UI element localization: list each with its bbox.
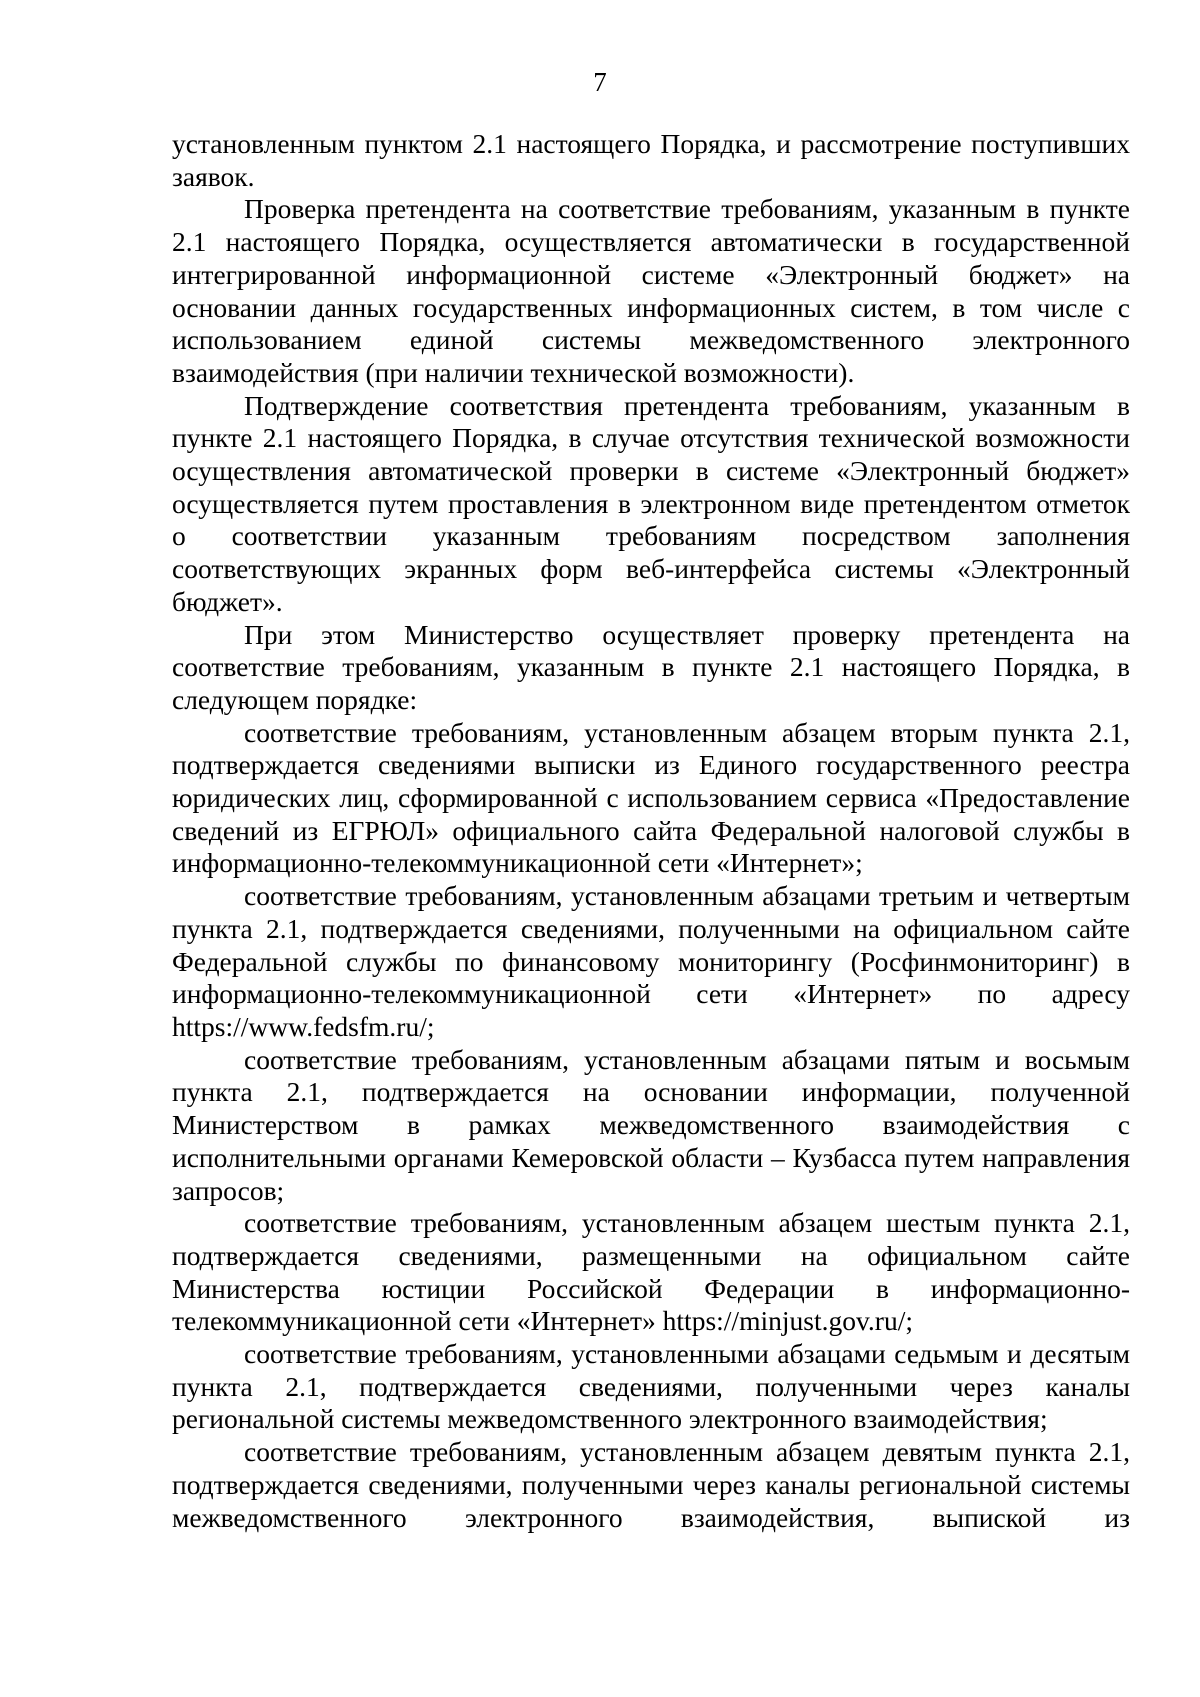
paragraph-compliance-confirmation: Подтверждение соответствия претендента требованиям, указанным в пункте 2.1 настоящего Порядка, в случае отсутствия технической возможности осуществления автоматической проверки в системе «Электронный бюджет» осуществляется путем проставления в электронном виде претендентом отметок о соответствии указанным требованиям посредством заполнения соответствующих экранных форм веб-интерфейса системы «Электронный бюджет». [172, 389, 1130, 617]
paragraph-interagency-check: соответствие требованиям, установленным абзацами пятым и восьмым пункта 2.1, подтверждается на основании информации, полученной Министерством в рамках межведомственного взаимодействия с исполнительными органами Кемеровской области – Кузбасса путем направления запросов; [172, 1043, 1130, 1206]
paragraph-applicant-check: Проверка претендента на соответствие требованиям, указанным в пункте 2.1 настоящего Порядка, осуществляется автоматически в государственной интегрированной информационной системе «Электронный бюджет» на основании данных государственных информационных систем, в том числе с использованием единой системы межведомственного электронного взаимодействия (при наличии технической возможности). [172, 193, 1130, 388]
page-number: 7 [593, 67, 607, 97]
paragraph-ministry-check: При этом Министерство осуществляет проверку претендента на соответствие требованиям, указанным в пункте 2.1 настоящего Порядка, в следующем порядке: [172, 618, 1130, 715]
paragraph-regional-system-check: соответствие требованиям, установленными абзацами седьмым и десятым пункта 2.1, подтверждается сведениями, полученными через каналы региональной системы межведомственного электронного взаимодействия; [172, 1338, 1130, 1435]
paragraph-ninth-clause-check: соответствие требованиям, установленным абзацем девятым пункта 2.1, подтверждается сведениями, полученными через каналы региональной системы межведомственного электронного взаимодействия, выпиской из [172, 1436, 1130, 1533]
paragraph-egrul-check: соответствие требованиям, установленным абзацем вторым пункта 2.1, подтверждается сведениями выписки из Единого государственного реестра юридических лиц, сформированной с использованием сервиса «Предоставление сведений из ЕГРЮЛ» официального сайта Федеральной налоговой службы в информационно-телекоммуникационной сети «Интернет»; [172, 716, 1130, 879]
paragraph-rosfinmonitoring-check: соответствие требованиям, установленным абзацами третьим и четвертым пункта 2.1, подтверждается сведениями, полученными на официальном сайте Федеральной службы по финансовому мониторингу (Росфинмониторинг) в информационно-телекоммуникационной сети «Интернет» по адресу https://www.fedsfm.ru/; [172, 880, 1130, 1042]
paragraph-minjust-check: соответствие требованиям, установленным абзацем шестым пункта 2.1, подтверждается сведениями, размещенными на официальном сайте Министерства юстиции Российской Федерации в информационно-телекоммуникационной сети «Интернет» https://minjust.gov.ru/; [172, 1207, 1130, 1337]
document-body [172, 128, 1130, 1534]
paragraph-continuation: установленным пунктом 2.1 настоящего Порядка, и рассмотрение поступивших заявок. [172, 128, 1130, 192]
